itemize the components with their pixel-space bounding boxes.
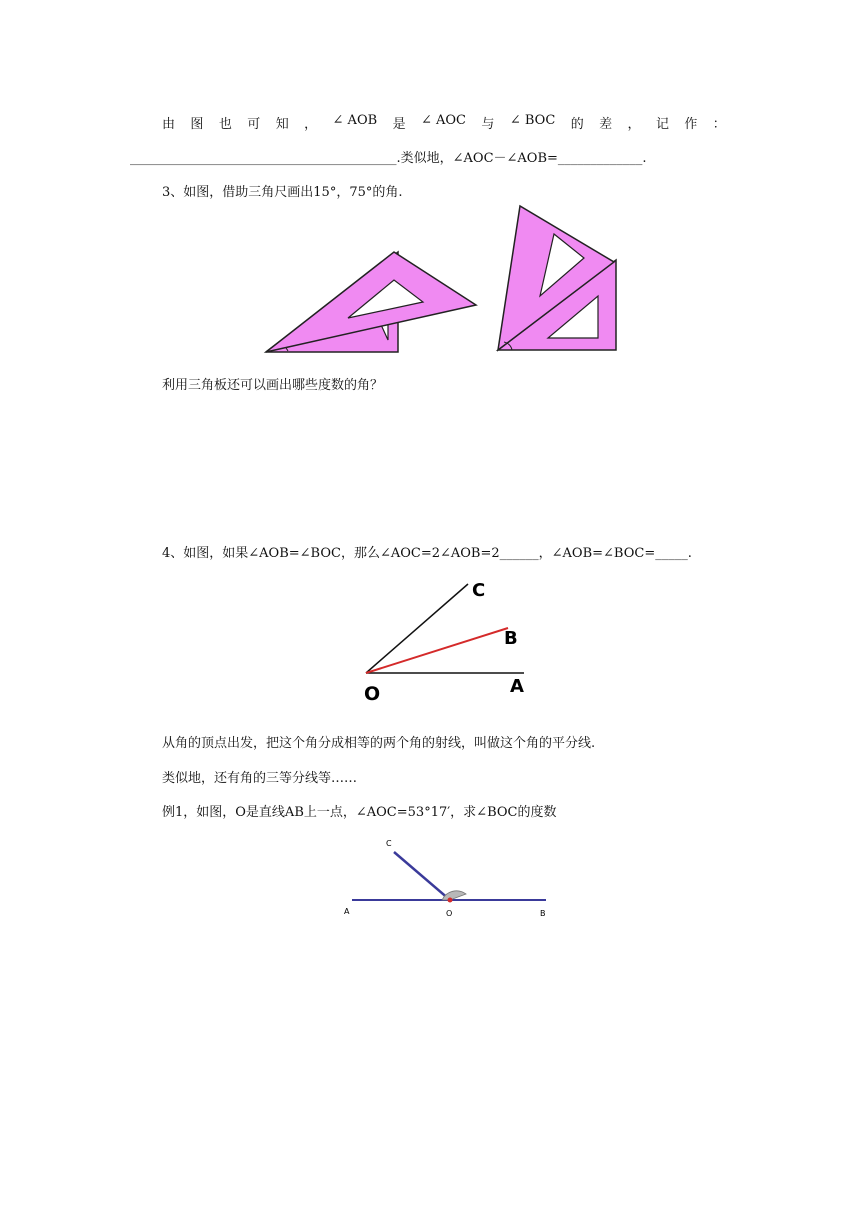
- ruler-15-degree-figure: [266, 252, 476, 352]
- bisector-definition: 从角的顶点出发，把这个角分成相等的两个角的射线，叫做这个角的平分线.: [162, 736, 596, 751]
- ruler-75-degree-figure: [498, 206, 616, 350]
- sentence-word: 作: [684, 117, 698, 132]
- triangle-rulers-figure: [258, 200, 628, 360]
- difference-sentence: [162, 113, 726, 132]
- point-o: [448, 898, 453, 903]
- sentence-word: 也: [218, 117, 232, 132]
- difference-blank-line: _________________________________________.类似地，∠AOC－∠AOB=_____________.: [130, 151, 647, 166]
- question-4-text: 4、如图，如果∠AOB=∠BOC，那么∠AOC=2∠AOB=2______，∠AOB=∠BOC=_____.: [162, 546, 692, 561]
- sentence-word: 的: [570, 117, 584, 132]
- sentence-word: ∠ BOC: [509, 113, 556, 128]
- label-o-example: O: [446, 909, 453, 918]
- sentence-word: ∠ AOC: [420, 113, 467, 128]
- ray-oc: [366, 584, 468, 673]
- sentence-word: 是: [392, 117, 406, 132]
- sentence-word: ∠ AOB: [332, 113, 378, 128]
- label-c: C: [472, 580, 486, 601]
- trisector-note: 类似地，还有角的三等分线等……: [162, 771, 358, 786]
- sentence-word: 可: [247, 117, 261, 132]
- straight-line-angle-figure: [338, 834, 562, 924]
- example-1-text: 例1，如图，O是直线AB上一点，∠AOC=53°17′，求∠BOC的度数: [162, 805, 557, 820]
- sentence-word: ：: [712, 117, 726, 132]
- sentence-word: 与: [481, 117, 495, 132]
- label-b: B: [504, 628, 518, 649]
- sentence-word: 图: [190, 117, 204, 132]
- label-a: A: [510, 676, 524, 697]
- ray-oc-example: [394, 852, 450, 900]
- question-3-followup: 利用三角板还可以画出哪些度数的角？: [162, 378, 384, 393]
- question-3-text: 3、如图，借助三角尺画出15°，75°的角.: [162, 185, 403, 200]
- label-c-example: C: [386, 839, 392, 848]
- ray-ob: [366, 628, 508, 673]
- label-o: O: [364, 683, 381, 705]
- sentence-word: 记: [655, 117, 669, 132]
- sentence-word: 由: [162, 117, 176, 132]
- sentence-word: 差: [599, 117, 613, 132]
- label-b-example: B: [540, 909, 546, 918]
- sentence-word: ，: [304, 117, 318, 132]
- angle-boc-arc: [442, 891, 466, 900]
- sentence-word: ，: [627, 117, 641, 132]
- sentence-word: 知: [275, 117, 289, 132]
- angle-bisector-figure: [356, 576, 536, 706]
- label-a-example: A: [344, 907, 350, 916]
